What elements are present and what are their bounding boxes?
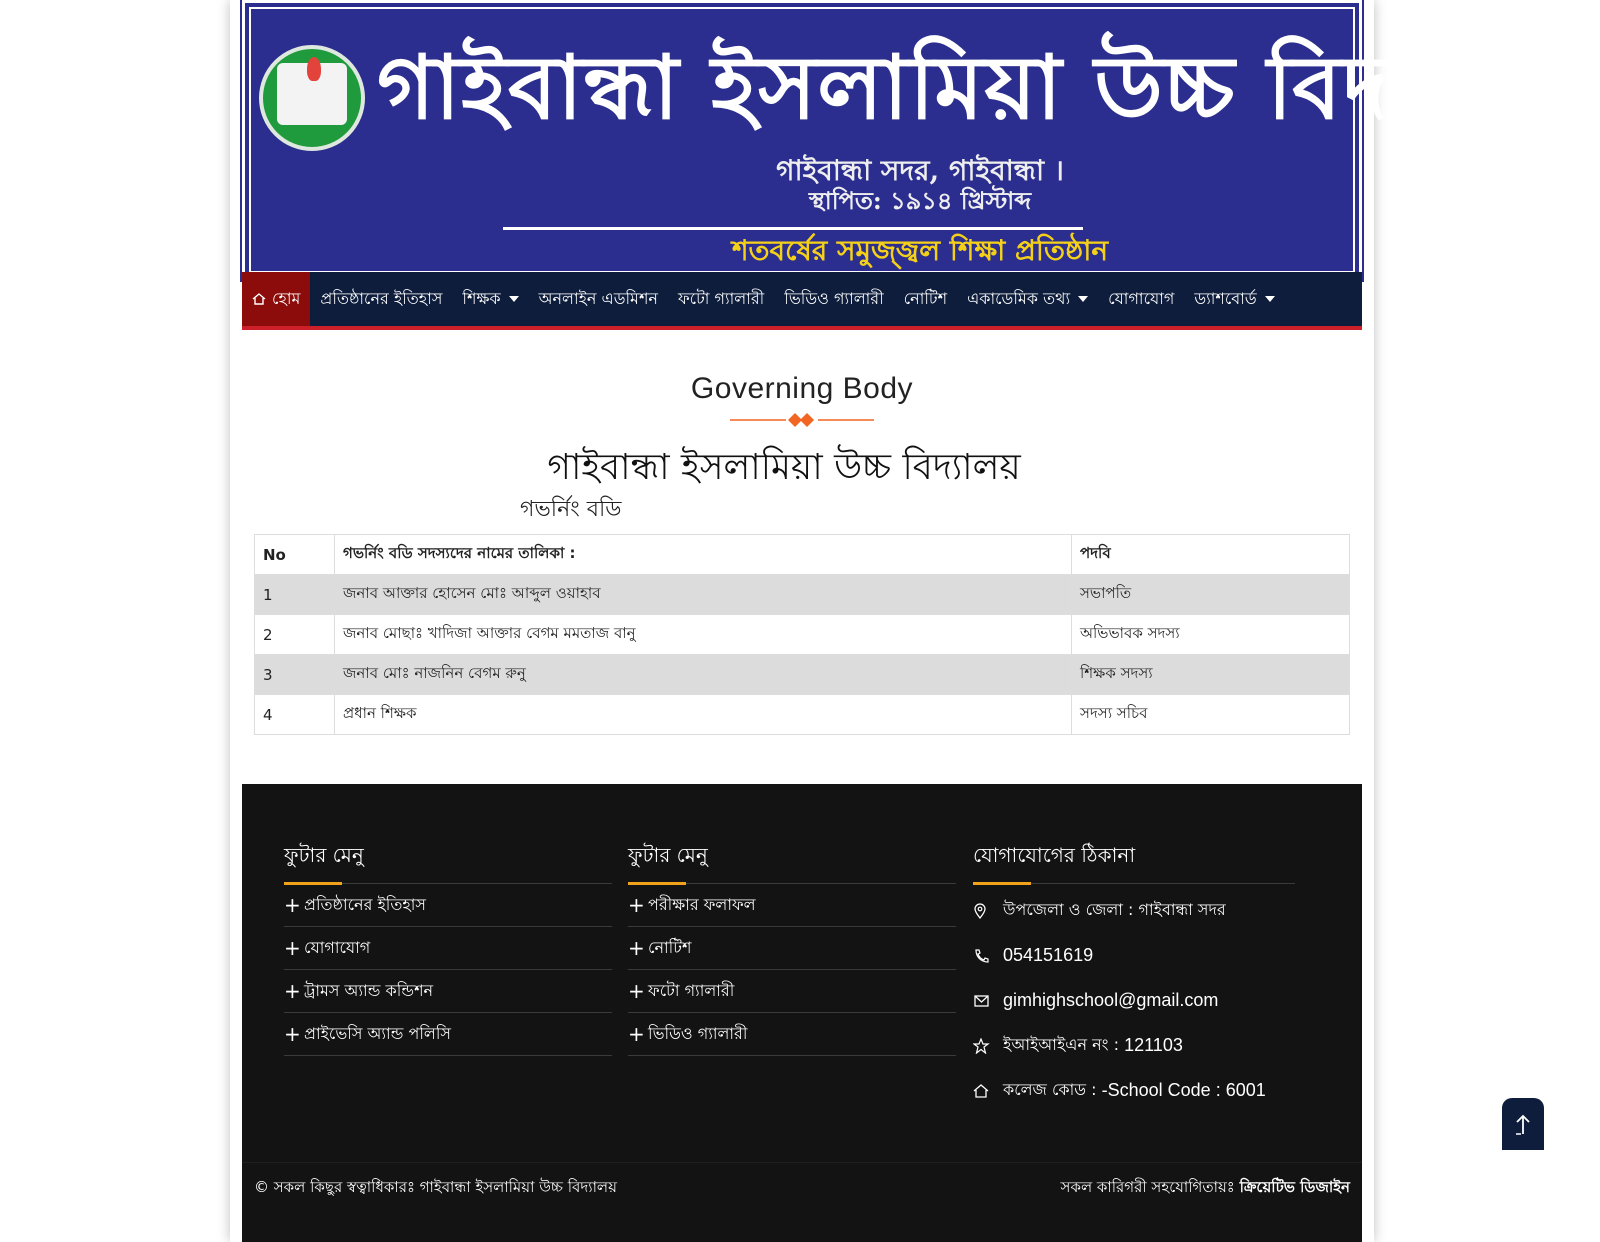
chevron-down-icon <box>1078 296 1088 302</box>
title-accent-bar <box>973 882 1031 885</box>
mail-icon <box>973 993 1003 1009</box>
governing-body-table <box>254 534 1350 735</box>
nav-item-label: শিক্ষক <box>462 288 501 308</box>
contact-code: কলেজ কোড : -School Code : 6001 <box>973 1068 1295 1113</box>
nav-item-home[interactable] <box>242 272 310 326</box>
table-cell-no: 3 <box>255 655 335 695</box>
footer-contact-title: যোগাযোগের ঠিকানা <box>973 840 1295 884</box>
table-cell-role: সভাপতি <box>1072 575 1350 615</box>
contact-email[interactable]: gimhighschool@gmail.com <box>973 978 1295 1023</box>
table-cell-role: শিক্ষক সদস্য <box>1072 655 1350 695</box>
nav-item-label: অনলাইন এডমিশন <box>538 288 658 308</box>
nav-item-notice[interactable] <box>894 272 957 326</box>
logo-flame-icon <box>307 57 321 81</box>
table-cell-name: জনাব মোছাঃ খাদিজা আক্তার বেগম মমতাজ বানু <box>335 615 1072 655</box>
site-banner[interactable] <box>242 0 1560 280</box>
title-accent-bar <box>628 882 686 885</box>
table-cell-no: 1 <box>255 575 335 615</box>
heading-ornament-icon <box>730 410 874 430</box>
contact-address: উপজেলা ও জেলা : গাইবান্ধা সদর <box>973 888 1295 933</box>
phone-icon <box>973 948 1003 964</box>
table-row <box>255 695 1350 735</box>
banner-tagline: শতবর্ষের সমুজ্জ্বল শিক্ষা প্রতিষ্ঠান <box>731 234 1109 267</box>
school-name-heading: গাইবান্ধা ইসলামিয়া উচ্চ বিদ্যালয় <box>547 447 1021 488</box>
chevron-down-icon <box>509 296 519 302</box>
home-icon <box>252 293 266 305</box>
table-cell-role: অভিভাবক সদস্য <box>1072 615 1350 655</box>
footer-menu-2 <box>628 840 956 1056</box>
footer-link-photo-gallery[interactable]: + ফটো গ্যালারী <box>628 970 956 1013</box>
contact-phone[interactable]: 054151619 <box>973 933 1295 978</box>
table-cell-name: জনাব মোঃ নাজনিন বেগম রুনু <box>335 655 1072 695</box>
page-title: Governing Body <box>690 372 914 405</box>
credit-link[interactable]: ক্রিয়েটিভ ডিজাইন <box>1239 1178 1350 1196</box>
plus-icon: + <box>628 893 645 917</box>
copyright-text: © সকল কিছুর স্বত্বাধিকারঃ গাইবান্ধা ইসলামিয়া উচ্চ বিদ্যালয় <box>254 1178 617 1196</box>
nav-item-label: একাডেমিক তথ্য <box>967 288 1071 308</box>
map-pin-icon <box>973 903 1003 919</box>
nav-item-contact[interactable] <box>1098 272 1184 326</box>
page-wrapper <box>230 0 1560 1242</box>
nav-item-history[interactable] <box>310 272 452 326</box>
star-icon <box>973 1038 1003 1054</box>
table-row <box>255 575 1350 615</box>
nav-item-teachers[interactable] <box>452 272 528 326</box>
scroll-to-top-button[interactable] <box>1502 1098 1544 1150</box>
main-nav <box>242 272 1362 330</box>
plus-icon: + <box>628 979 645 1003</box>
nav-item-online-admission[interactable] <box>529 272 668 326</box>
footer-contact <box>973 840 1295 1113</box>
footer-link-results[interactable]: + পরীক্ষার ফলাফল <box>628 884 956 927</box>
nav-item-label: হোম <box>272 288 301 308</box>
footer-link-video-gallery[interactable]: + ভিডিও গ্যালারী <box>628 1013 956 1056</box>
table-cell-role: সদস্য সচিব <box>1072 695 1350 735</box>
nav-item-video-gallery[interactable] <box>774 272 893 326</box>
nav-item-academic-info[interactable] <box>957 272 1098 326</box>
table-header-no: No <box>255 535 335 575</box>
table-row <box>255 615 1350 655</box>
home-icon <box>973 1083 1003 1099</box>
footer-link-privacy[interactable]: + প্রাইভেসি অ্যান্ড পলিসি <box>284 1013 612 1056</box>
table-cell-no: 4 <box>255 695 335 735</box>
footer-link-contact[interactable]: + যোগাযোগ <box>284 927 612 970</box>
footer-link-history[interactable]: + প্রতিষ্ঠানের ইতিহাস <box>284 884 612 927</box>
school-logo-icon <box>259 45 365 151</box>
contact-eiin: ইআইআইএন নং : 121103 <box>973 1023 1295 1068</box>
plus-icon: + <box>284 893 301 917</box>
footer-menu-title: ফুটার মেনু <box>628 840 956 884</box>
nav-item-label: যোগাযোগ <box>1108 288 1175 308</box>
plus-icon: + <box>284 1022 301 1046</box>
chevron-down-icon <box>1265 296 1275 302</box>
table-header-role: পদবি <box>1072 535 1350 575</box>
table-cell-name: প্রধান শিক্ষক <box>335 695 1072 735</box>
plus-icon: + <box>628 936 645 960</box>
nav-item-label: ফটো গ্যালারী <box>677 288 765 308</box>
table-cell-no: 2 <box>255 615 335 655</box>
nav-item-photo-gallery[interactable] <box>668 272 774 326</box>
credit-text: সকল কারিগরী সহযোগিতায়ঃ ক্রিয়েটিভ ডিজাইন <box>1060 1178 1350 1196</box>
footer-divider <box>242 1162 1362 1163</box>
site-footer <box>242 784 1362 1242</box>
footer-link-notice[interactable]: + নোটিশ <box>628 927 956 970</box>
table-cell-name: জনাব আক্তার হোসেন মোঃ আব্দুল ওয়াহাব <box>335 575 1072 615</box>
nav-item-label: নোটিশ <box>903 288 948 308</box>
arrow-up-icon <box>1513 1112 1533 1136</box>
nav-item-label: ড্যাশবোর্ড <box>1194 288 1257 308</box>
nav-item-label: প্রতিষ্ঠানের ইতিহাস <box>320 288 443 308</box>
footer-link-terms[interactable]: + ট্রামস অ্যান্ড কন্ডিশন <box>284 970 612 1013</box>
banner-subtitle: গাইবান্ধা সদর, গাইবান্ধা । <box>776 154 1064 187</box>
title-accent-bar <box>284 882 342 885</box>
nav-item-dashboard[interactable] <box>1184 272 1284 326</box>
table-header-name: গভর্নিং বডি সদস্যদের নামের তালিকা : <box>335 535 1072 575</box>
table-row <box>255 655 1350 695</box>
banner-title: গাইবান্ধা ইসলামিয়া উচ্চ বিদ্যালয় <box>377 35 1560 139</box>
nav-item-label: ভিডিও গ্যালারী <box>784 288 884 308</box>
plus-icon: + <box>284 979 301 1003</box>
banner-established: স্থাপিত: ১৯১৪ খ্রিস্টাব্দ <box>808 186 1032 215</box>
plus-icon: + <box>284 936 301 960</box>
footer-menu-title: ফুটার মেনু <box>284 840 612 884</box>
table-header-row <box>255 535 1350 575</box>
footer-menu-1 <box>284 840 612 1056</box>
plus-icon: + <box>628 1022 645 1046</box>
section-label: গভর্নিং বডি <box>520 497 622 522</box>
